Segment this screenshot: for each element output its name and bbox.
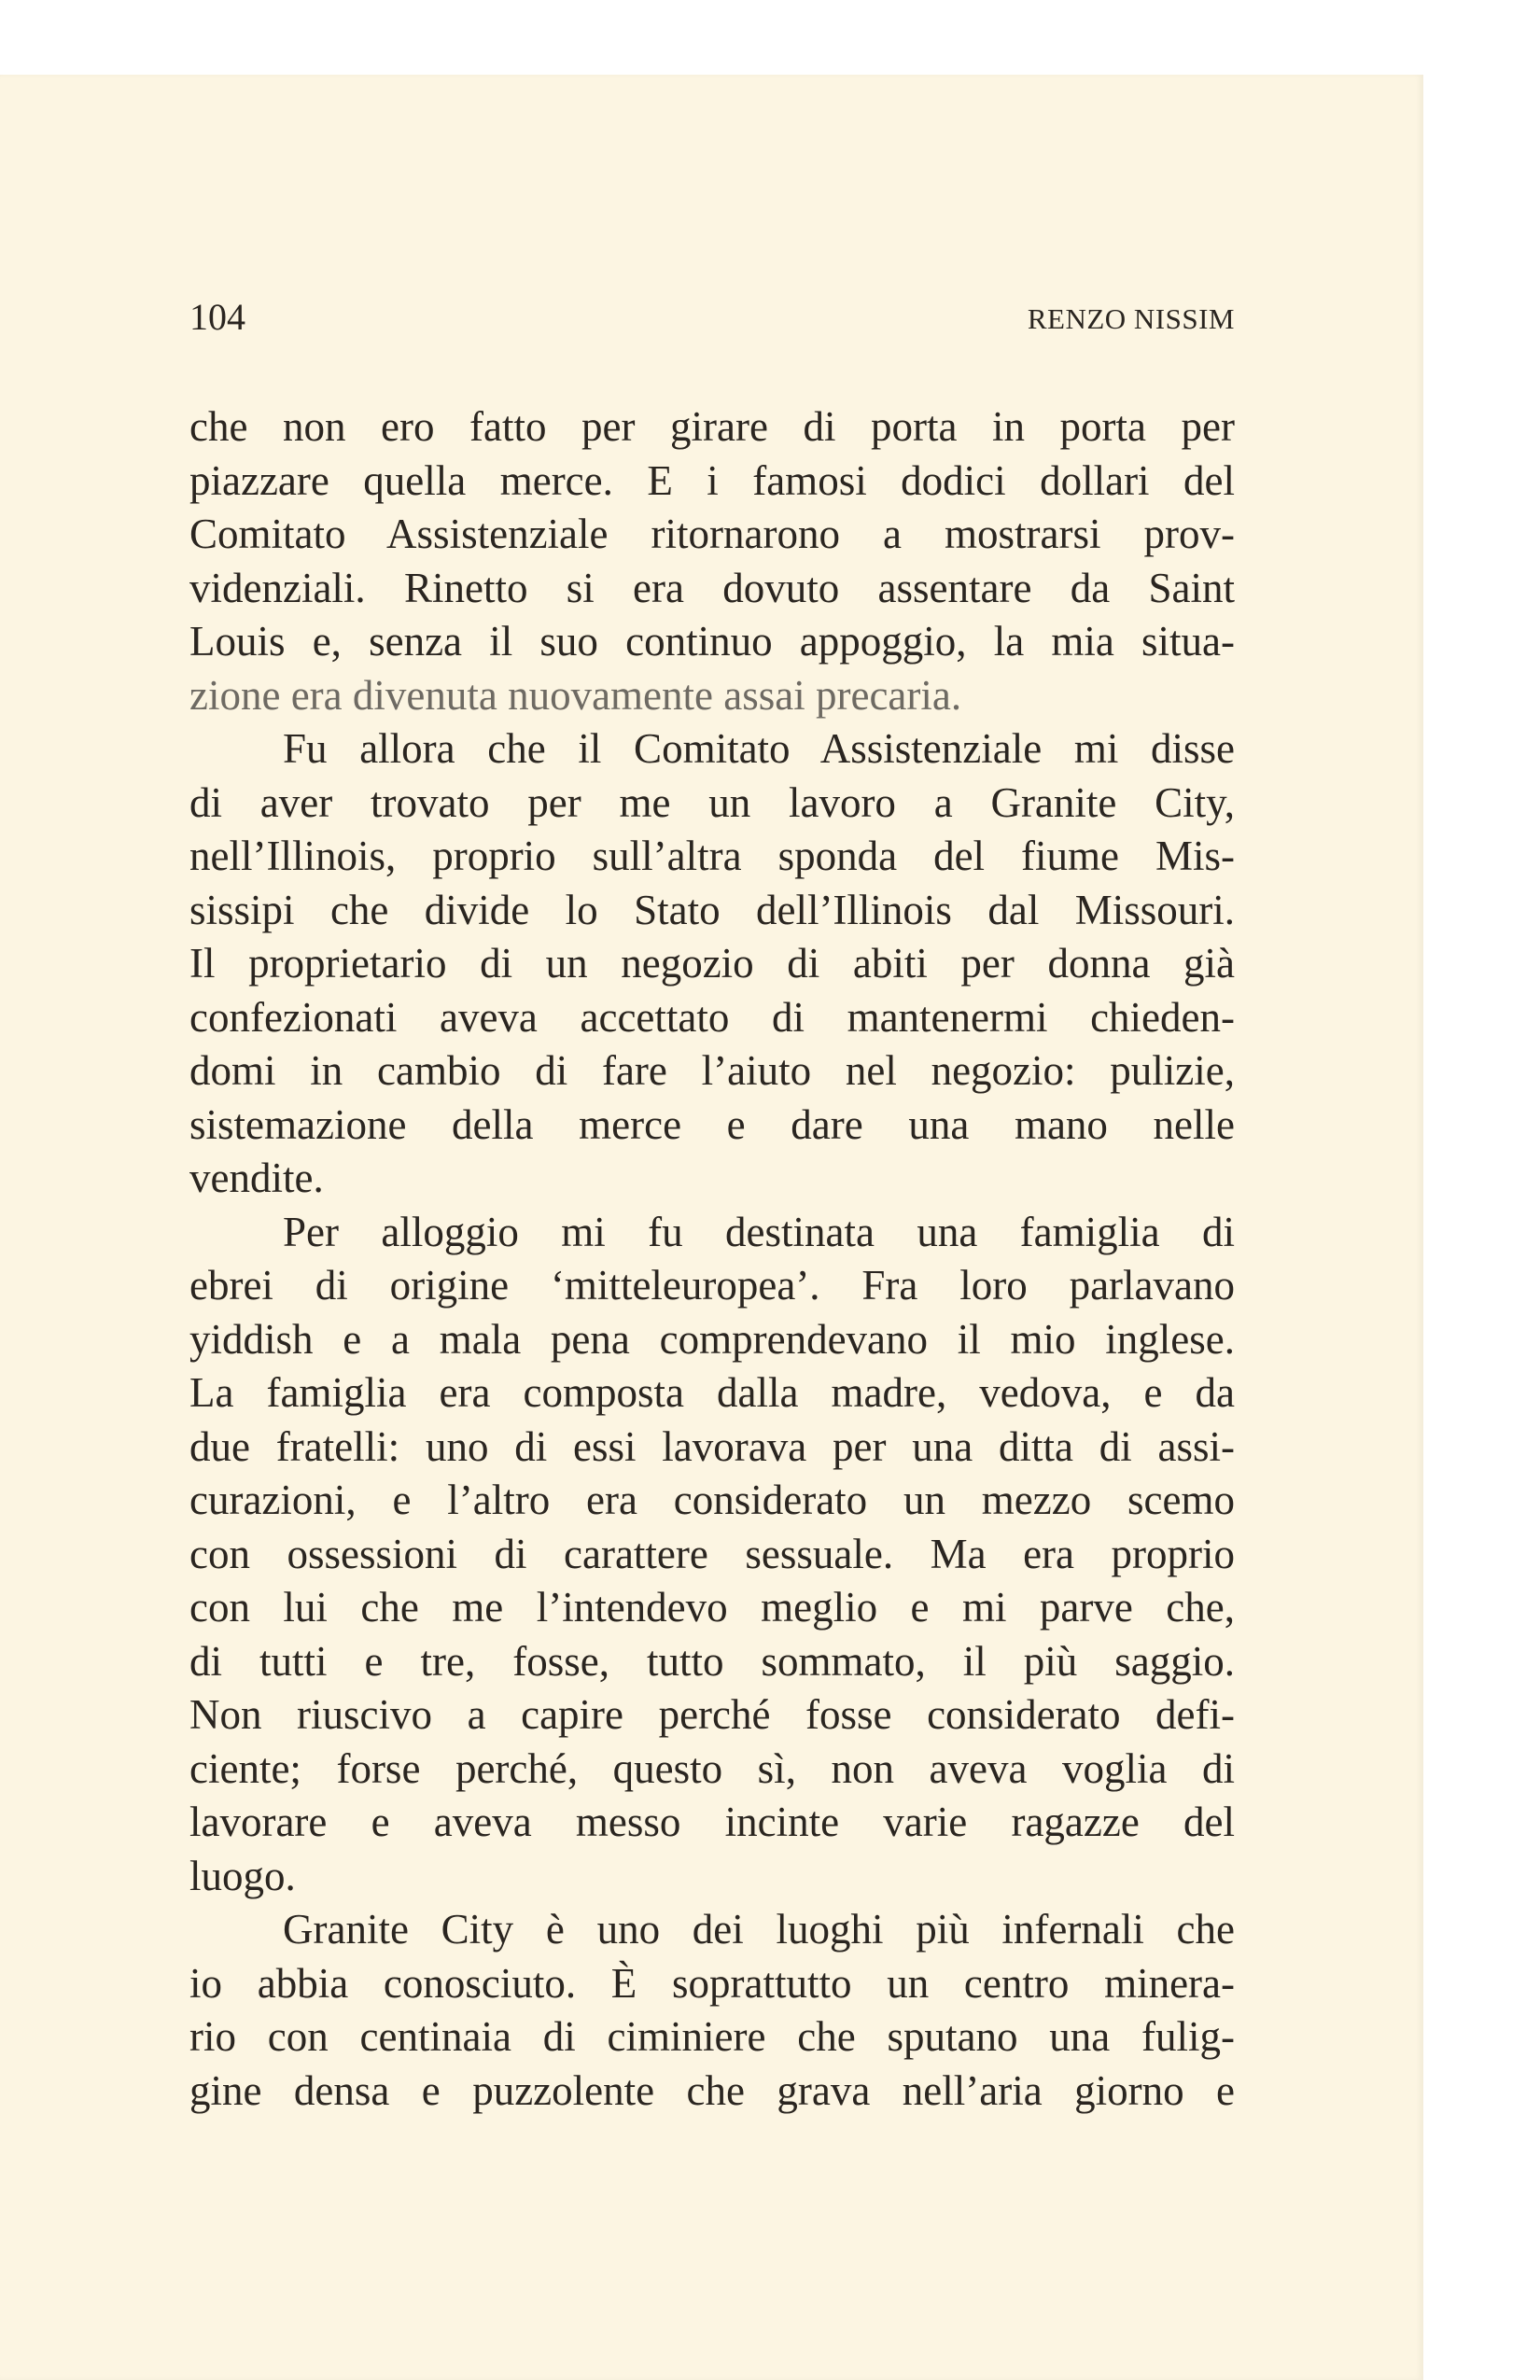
running-head: RENZO NISSIM xyxy=(1027,302,1235,335)
text-line: ebrei di origine ‘mitteleuropea’. Fra loro parlavano xyxy=(189,1262,1235,1309)
page-header xyxy=(189,294,1235,341)
text-line: di aver trovato per me un lavoro a Granite City, xyxy=(189,778,1235,826)
page-number: 104 xyxy=(189,296,245,338)
paragraph-start: Per alloggio mi fu destinata una famiglia di xyxy=(283,1208,1235,1255)
paragraph-start: Granite City è uno dei luoghi più infernali che xyxy=(283,1906,1235,1953)
text-line: Louis e, senza il suo continuo appoggio, la mia situa- xyxy=(189,618,1235,665)
text-line: luogo. xyxy=(189,1852,296,1899)
text-line: che non ero fatto per girare di porta in porta per xyxy=(189,403,1235,450)
text-line: gine densa e puzzolente che grava nell’aria giorno e xyxy=(189,2066,1235,2114)
text-line: zione era divenuta nuovamente assai precaria. xyxy=(189,671,962,719)
text-line: confezionati aveva accettato di mantenermi chieden- xyxy=(189,993,1235,1041)
text-line: sissipi che divide lo Stato dell’Illinois dal Missouri. xyxy=(189,886,1235,933)
text-line: videnziali. Rinetto si era dovuto assentare da Saint xyxy=(189,564,1235,611)
text-line: con lui che me l’intendevo meglio e mi parve che, xyxy=(189,1584,1235,1631)
text-line: rio con centinaia di ciminiere che sputano una fulig- xyxy=(189,2013,1235,2060)
text-line: Non riuscivo a capire perché fosse considerato defi- xyxy=(189,1691,1235,1738)
text-line: nell’Illinois, proprio sull’altra sponda del fiume Mis- xyxy=(189,833,1235,879)
text-line: curazioni, e l’altro era considerato un mezzo scemo xyxy=(189,1477,1235,1523)
paragraph-start: Fu allora che il Comitato Assistenziale mi disse xyxy=(283,725,1235,772)
text-line: Comitato Assistenziale ritornarono a mostrarsi prov- xyxy=(189,511,1235,557)
text-line: vendite. xyxy=(189,1155,324,1201)
text-line: La famiglia era composta dalla madre, vedova, e da xyxy=(189,1369,1235,1416)
text-line: lavorare e aveva messo incinte varie ragazze del xyxy=(189,1799,1235,1845)
text-line: di tutti e tre, fosse, tutto sommato, il più saggio. xyxy=(189,1637,1235,1685)
text-line: ciente; forse perché, questo sì, non aveva voglia di xyxy=(189,1744,1235,1792)
body-text xyxy=(189,400,1235,2118)
text-line: io abbia conosciuto. È soprattutto un centro minera- xyxy=(189,1959,1235,2007)
text-line: Il proprietario di un negozio di abiti per donna già xyxy=(189,940,1235,987)
text-line: sistemazione della merce e dare una mano nelle xyxy=(189,1100,1235,1148)
text-line: due fratelli: uno di essi lavorava per una ditta di assi- xyxy=(189,1422,1235,1470)
text-line: domi in cambio di fare l’aiuto nel negozio: pulizie, xyxy=(189,1047,1235,1094)
text-line: piazzare quella merce. E i famosi dodici dollari del xyxy=(189,456,1235,504)
text-line: con ossessioni di carattere sessuale. Ma era proprio xyxy=(189,1530,1235,1577)
text-line: yiddish e a mala pena comprendevano il mio inglese. xyxy=(189,1315,1235,1363)
